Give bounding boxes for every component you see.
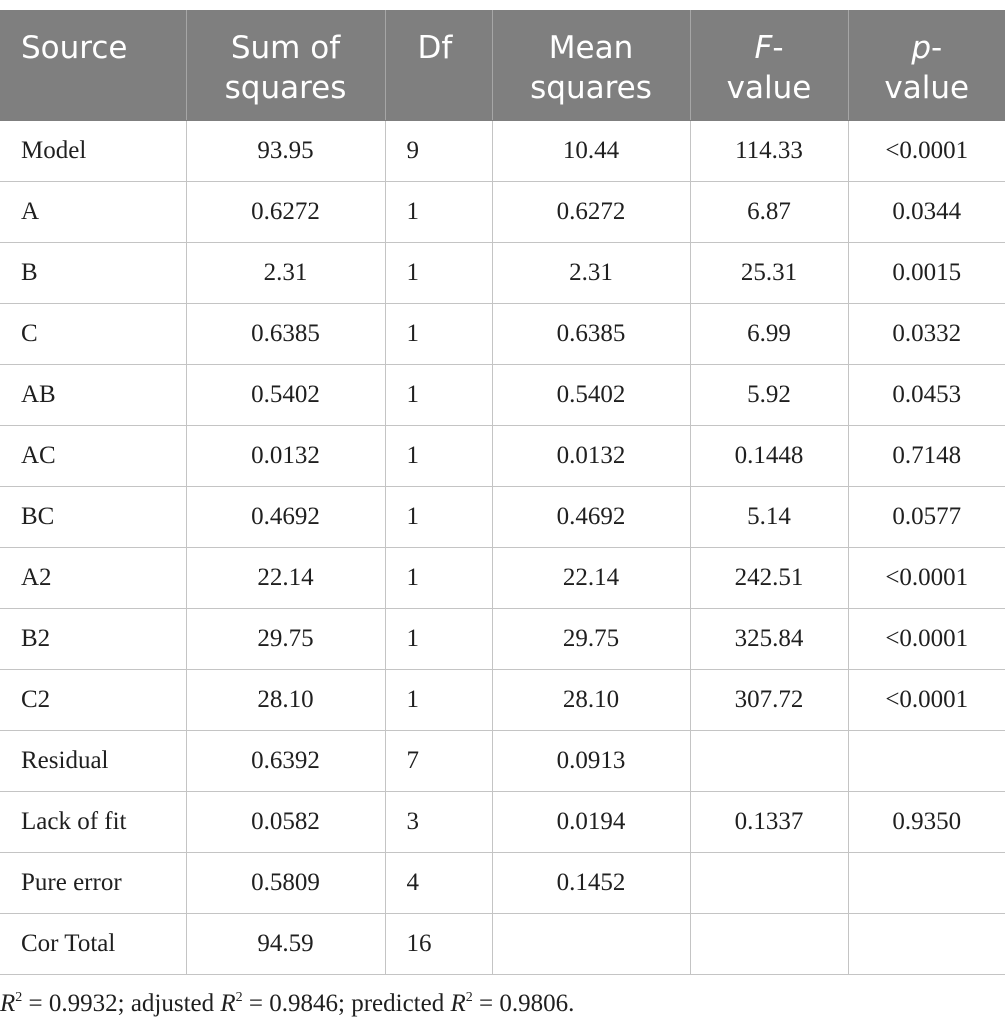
cell-sum-of-squares: 0.6392 [186,731,385,792]
table-row [0,609,1005,670]
cell-mean-squares [492,914,690,975]
table-row [0,426,1005,487]
cell-df: 3 [385,792,492,853]
cell-f-value [690,853,848,914]
cell-p-value: 0.9350 [848,792,1005,853]
cell-sum-of-squares: 0.4692 [186,487,385,548]
header-f-value: F- value [690,10,848,121]
cell-p-value: 0.0577 [848,487,1005,548]
cell-mean-squares: 0.6272 [492,182,690,243]
cell-f-value: 5.92 [690,365,848,426]
cell-source: A2 [0,548,186,609]
cell-mean-squares: 28.10 [492,670,690,731]
cell-sum-of-squares: 2.31 [186,243,385,304]
cell-mean-squares: 0.0194 [492,792,690,853]
cell-sum-of-squares: 28.10 [186,670,385,731]
cell-p-value: <0.0001 [848,121,1005,182]
cell-f-value: 0.1337 [690,792,848,853]
table-row [0,121,1005,182]
table-header [0,10,1005,121]
table-row [0,914,1005,975]
cell-f-value: 5.14 [690,487,848,548]
cell-f-value: 0.1448 [690,426,848,487]
cell-df: 1 [385,304,492,365]
cell-mean-squares: 0.0913 [492,731,690,792]
cell-df: 1 [385,609,492,670]
table-row [0,853,1005,914]
cell-p-value [848,853,1005,914]
cell-df: 1 [385,487,492,548]
cell-df: 1 [385,548,492,609]
cell-f-value: 307.72 [690,670,848,731]
cell-p-value: <0.0001 [848,548,1005,609]
table-row [0,548,1005,609]
cell-source: B2 [0,609,186,670]
cell-source: Model [0,121,186,182]
cell-source: AC [0,426,186,487]
cell-p-value [848,914,1005,975]
cell-source: C [0,304,186,365]
header-mean-squares: Mean squares [492,10,690,121]
cell-source: Pure error [0,853,186,914]
cell-f-value [690,731,848,792]
cell-sum-of-squares: 0.5402 [186,365,385,426]
cell-df: 1 [385,182,492,243]
cell-df: 1 [385,365,492,426]
cell-f-value [690,914,848,975]
cell-sum-of-squares: 0.6385 [186,304,385,365]
cell-mean-squares: 0.1452 [492,853,690,914]
header-df: Df [385,10,492,121]
header-sum-of-squares: Sum of squares [186,10,385,121]
cell-f-value: 325.84 [690,609,848,670]
cell-source: B [0,243,186,304]
table-row [0,670,1005,731]
cell-df: 4 [385,853,492,914]
table-body [0,121,1005,975]
cell-mean-squares: 29.75 [492,609,690,670]
cell-mean-squares: 10.44 [492,121,690,182]
cell-p-value: 0.0015 [848,243,1005,304]
cell-source: A [0,182,186,243]
cell-df: 9 [385,121,492,182]
cell-df: 1 [385,670,492,731]
cell-source: AB [0,365,186,426]
cell-sum-of-squares: 93.95 [186,121,385,182]
cell-f-value: 25.31 [690,243,848,304]
cell-mean-squares: 22.14 [492,548,690,609]
cell-sum-of-squares: 22.14 [186,548,385,609]
table-row [0,792,1005,853]
table-row [0,365,1005,426]
table-row [0,182,1005,243]
cell-mean-squares: 0.4692 [492,487,690,548]
cell-f-value: 242.51 [690,548,848,609]
cell-df: 7 [385,731,492,792]
table-row [0,731,1005,792]
cell-f-value: 6.99 [690,304,848,365]
cell-p-value: 0.0453 [848,365,1005,426]
cell-sum-of-squares: 0.0582 [186,792,385,853]
cell-source: Cor Total [0,914,186,975]
header-row [0,10,1005,121]
table-row [0,243,1005,304]
cell-mean-squares: 0.6385 [492,304,690,365]
cell-p-value [848,731,1005,792]
cell-sum-of-squares: 0.0132 [186,426,385,487]
cell-df: 1 [385,243,492,304]
cell-mean-squares: 0.5402 [492,365,690,426]
cell-sum-of-squares: 0.6272 [186,182,385,243]
table-footnote: $R^2 = 0.9932$; adjusted $R^2 = 0.9846$; predicted $R^2 = 0.9806$. [0,990,575,1017]
cell-sum-of-squares: 94.59 [186,914,385,975]
cell-df: 16 [385,914,492,975]
cell-mean-squares: 2.31 [492,243,690,304]
cell-mean-squares: 0.0132 [492,426,690,487]
cell-sum-of-squares: 29.75 [186,609,385,670]
cell-f-value: 114.33 [690,121,848,182]
cell-source: Lack of fit [0,792,186,853]
cell-source: Residual [0,731,186,792]
table-row [0,487,1005,548]
cell-f-value: 6.87 [690,182,848,243]
cell-p-value: 0.0332 [848,304,1005,365]
anova-table [0,10,1005,975]
cell-p-value: 0.7148 [848,426,1005,487]
header-p-value: p- value [848,10,1005,121]
cell-sum-of-squares: 0.5809 [186,853,385,914]
table-row [0,304,1005,365]
cell-source: BC [0,487,186,548]
cell-p-value: 0.0344 [848,182,1005,243]
cell-p-value: <0.0001 [848,670,1005,731]
cell-df: 1 [385,426,492,487]
cell-p-value: <0.0001 [848,609,1005,670]
header-source: Source [0,10,186,121]
cell-source: C2 [0,670,186,731]
